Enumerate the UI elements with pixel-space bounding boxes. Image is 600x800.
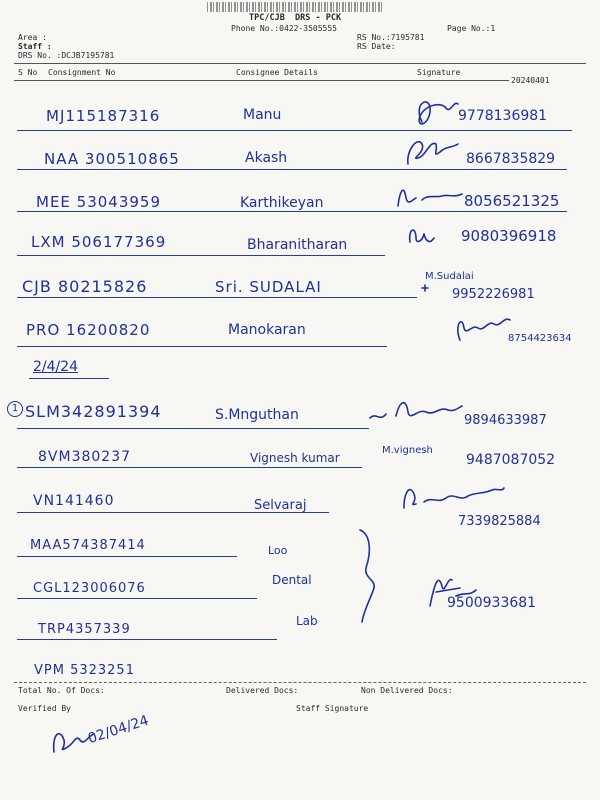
signature-1 [402, 92, 462, 134]
signature-5-mark [420, 280, 438, 296]
row-line [17, 467, 362, 468]
consignment-no: NAA 300510865 [44, 150, 180, 168]
row-line [17, 512, 329, 513]
columns-rule [14, 80, 509, 81]
staff-label: Staff : [18, 42, 52, 51]
consignee-phone: 8056521325 [464, 192, 560, 210]
consignee-name: Karthikeyan [240, 195, 324, 211]
footer-rule [14, 682, 586, 683]
phone-number: Phone No.:0422-3505555 [231, 24, 337, 33]
row-line [17, 598, 257, 599]
col-sno: S No [18, 68, 38, 77]
consignment-no: 8VM380237 [38, 449, 132, 465]
consignee-name: Dental [272, 573, 312, 587]
page-number: Page No.:1 [447, 24, 496, 33]
col-consignee-details: Consignee Details [236, 68, 318, 77]
signature-2 [400, 130, 462, 170]
date-mark: 2/4/24 [33, 359, 79, 375]
drs-number: DRS No. :DCJB7195781 [18, 51, 115, 60]
signature-3 [392, 180, 464, 210]
row-line [17, 639, 277, 640]
consignment-no: TRP4357339 [38, 622, 131, 637]
consignment-no: CJB 80215826 [22, 277, 148, 296]
consignment-no: SLM342891394 [25, 402, 162, 421]
non-delivered-docs: Non Delivered Docs: [361, 686, 453, 695]
brace-mark [356, 528, 384, 624]
verified-by: Verified By [18, 704, 71, 713]
consignment-no: VN141460 [33, 493, 115, 509]
header-rule [14, 63, 586, 64]
consignee-name: Bharanitharan [247, 237, 348, 253]
row-line [17, 346, 387, 347]
consignee-name: Manu [243, 107, 282, 123]
consignment-no: LXM 506177369 [31, 233, 167, 251]
circle-number: 1 [7, 401, 23, 417]
consignment-no: PRO 16200820 [26, 321, 151, 339]
consignee-name: Vignesh kumar [250, 451, 340, 465]
verified-date: 02/04/24 [86, 712, 151, 748]
consignee-phone: 9778136981 [458, 108, 548, 124]
col-consignment: Consignment No [48, 68, 116, 77]
consignee-phone: 8667835829 [466, 151, 556, 167]
consignee-phone: 9080396918 [461, 227, 557, 245]
row-line [17, 428, 369, 429]
total-docs: Total No. Of Docs: [18, 686, 105, 695]
consignee-phone: 9894633987 [464, 413, 547, 428]
signer-note: M.Sudalai [425, 271, 474, 282]
sign-note: M.vignesh [382, 445, 433, 456]
consignee-phone: 9952226981 [452, 287, 535, 302]
area-label: Area : [18, 33, 47, 42]
rs-number: RS No.:7195781 [357, 33, 425, 42]
row-line [17, 130, 572, 131]
row-line [17, 556, 237, 557]
consignment-no: MAA574387414 [30, 538, 146, 553]
consignee-name: Akash [245, 150, 288, 166]
consignee-name: Sri. SUDALAI [215, 278, 322, 296]
row-line [17, 297, 417, 298]
consignment-no: CGL123006076 [33, 581, 146, 596]
consignee-name: Loo [268, 544, 288, 557]
consignment-no: VPM 5323251 [34, 663, 135, 678]
signature-4 [404, 222, 444, 248]
signature-7 [366, 394, 466, 430]
staff-signature: Staff Signature [296, 704, 369, 713]
rs-date: RS Date: [357, 42, 396, 51]
consignee-phone: 8754423634 [508, 333, 572, 344]
signature-11 [420, 566, 480, 610]
delivered-docs: Delivered Docs: [226, 686, 299, 695]
consignee-name: Lab [296, 614, 318, 628]
consignee-phone: 9487087052 [466, 452, 556, 468]
date-stamp: 20240401 [511, 76, 550, 85]
consignee-name: Selvaraj [254, 498, 307, 513]
signature-6 [446, 306, 516, 344]
barcode [207, 2, 382, 12]
consignee-name: S.Mnguthan [215, 407, 299, 423]
col-signature: Signature [417, 68, 461, 77]
consignment-no: MEE 53043959 [36, 193, 162, 211]
consignment-no: MJ115187316 [46, 107, 161, 125]
consignee-name: Manokaran [228, 322, 306, 338]
row-line [17, 255, 385, 256]
row-line [17, 169, 567, 170]
row-line [29, 378, 109, 379]
consignee-phone: 9500933681 [447, 595, 537, 611]
doc-title: TPC/CJB DRS - PCK [249, 13, 342, 23]
row-line [17, 211, 567, 212]
signature-9 [398, 478, 508, 512]
consignee-phone: 7339825884 [458, 514, 541, 529]
